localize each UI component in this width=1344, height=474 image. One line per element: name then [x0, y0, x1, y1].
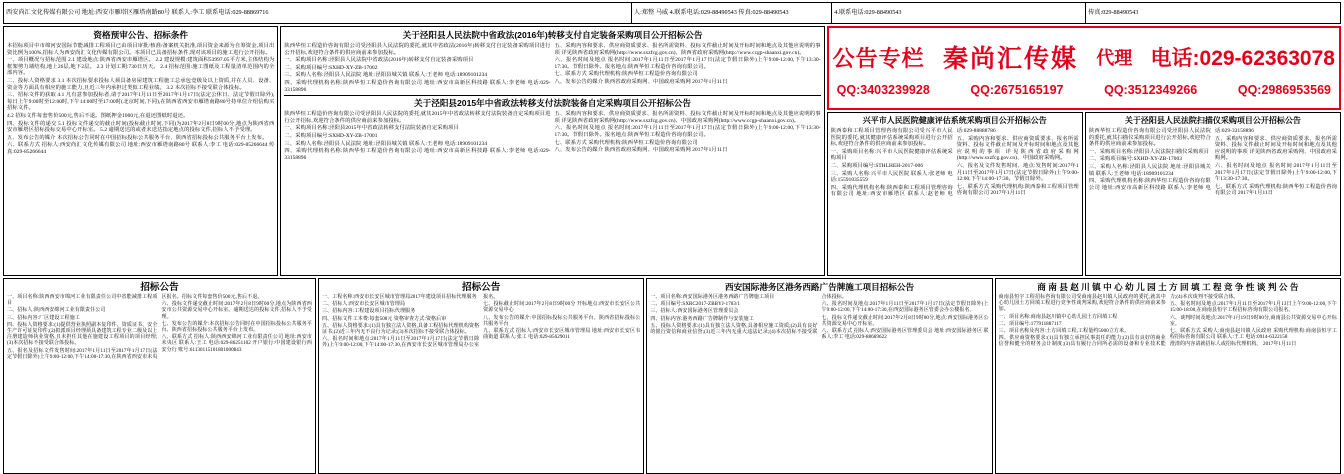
article-paragraph: 五、采购内容和要求、供应商资质要求、报名所需资料、投标文件截止时间及开标时间和地点及其他应说明的事项 详见陕西省政府采购网(http://www.sxzfcg.gov.cn)、中国政府采购网。: [956, 135, 1079, 162]
article-paragraph: 五、发布公告的媒介 本次招标公告同时在中国招标投标公共服务平台、陕西省招标投标公共服务平台上发布。: [7, 134, 268, 141]
article-paragraph: 八、联系方式 招标人:陕西西安绵河工业有限责任公司 地址:西安市未央区 联系人:王工 电话:029-86251102 开户银行:中国建设银行西安分行 账号:61130115101801000843: [161, 335, 312, 353]
article-paragraph: 一、项目名称:商南县赵川镇中心幼儿园土方回填工程: [998, 314, 1118, 320]
article-paragraph: 四、招标文件工本费:每套500元 资格审查方式:资格后审: [322, 316, 447, 322]
article-paragraph: 七、联系方式 采购代理机构:陕西华恒工程造价咨询有限公司: [554, 139, 698, 146]
article-paragraph: 七、投标文件递交截止时间:2017年2月8日9时00分,地点:西安国际港务区公共资源交易中心开标室。: [821, 315, 989, 327]
article-paragraph: 三、采购人名称:泾阳县人民法院 地址:泾阳县城关镇 联系人:王老师 电话:18909101234: [1088, 163, 1211, 177]
middle-right-zone: [827, 26, 1341, 276]
article-title: 西安国际港务区港务西路广告牌施工项目招标公告: [724, 282, 915, 292]
middle-left-zone: [3, 26, 825, 276]
article-paragraph: 陕西华恒工程造价咨询有限公司受泾阳县人民法院的委托,就其扫描仪采购项目进行公开招标,欢迎符合条件的供应商前来参加投标。: [1088, 128, 1211, 148]
article-paragraph: 一、项目名称:陕西西安市绵河工业有限责任公司中省能减排工程项目: [7, 295, 158, 307]
article-paragraph: 五、采购内容和要求、供应商资质要求、报名所需资料、投标文件截止时间及开标时间和地点及其他应说明的事项 详见陕西省政府采购网(http://www.sxzfcg.gov.cn)、中国政府采购网(http://www.ccgp-shaanxi.gov.cn)。: [554, 111, 821, 124]
article-body: [1089, 128, 1337, 197]
right-articles-row: [827, 112, 1341, 276]
article-paragraph: 六、报名时间和地点:2017年1月11日至2017年1月17日(法定节假日除外)上午9:00-12:00,下午14:00-17:30,在西安市长安区城市管理局办公室报名。: [322, 295, 499, 349]
article-paragraph: 本招标项目中市绵河安国际节能减排工程项目已由项目审批/核准/备案机关批准,项目资金来源为自筹资金,项目出资比例为100%,招标人为西安尚汇文化传媒有限公司。本项目已具备招标条件,现对该项目的施工进行公开招标。: [7, 43, 275, 56]
article-paragraph: 一、采购项目名称:泾阳县人民法院中省政法(2016年)转移支付自定装备采购项目: [284, 57, 474, 64]
banner-company-name: 秦尚汇传媒: [942, 45, 1078, 73]
article-paragraph: 三、招标人:西安国际港务区管理委员会: [650, 309, 739, 315]
article-paragraph: 九、联系方式 招标人:西安市长安区城市管理局 地址:西安市长安区韦曲街道 联系人:张工 电话:029-85629011: [483, 329, 641, 341]
article-body: [284, 43, 820, 93]
article-paragraph: 二、招标人:西安市长安区城市管理局: [322, 302, 406, 308]
article-title: 商 南 县 赵 川 镇 中 心 幼 儿 园 土 方 回 填 工 程 竞 争 性 谈 判 公 告: [1037, 282, 1299, 292]
banner-agent-label: 代理: [1096, 48, 1133, 68]
article-paragraph: 三、招标文件的获取 4.1 凡有意参加投标者,请于2017年1月11日至2017年1月17日(法定公休日、法定节假日除外),每日上午9:00时至12:00时,下午14:00时至17:00时(北京时间,下同),在陕西省西安市雁塔南路80号持单位介绍信购买招标文件。: [7, 92, 275, 112]
article-body: [650, 295, 988, 341]
article-paragraph: 八、联系方式 招标人:西安国际港务区管理委员会 地址:西安国际港务区 联系人:李工 电话:029-88669622: [821, 329, 989, 341]
article-paragraph: 三、采购人名称:泾阳县人民法院 地址:泾阳县城关镇 联系人:王老师 电话:18909101234: [284, 72, 488, 79]
article-bidding-notice-2: [318, 278, 644, 474]
article-paragraph: 六、报名时间及地点 报名时间:2017年1月11日至2017年1月17日(法定节假日除外)上午9:00-12:00,下午13:30-17:30。: [1214, 162, 1338, 183]
article-paragraph: 四、供应商资格要求:(1)具有独立承担民事责任的能力;(2)具有良好的商业信誉和健全的财务会计制度;(3)具有履行合同所必需的设备和专业技术能力;(4)本次谈判不接受联合体。: [998, 295, 1239, 348]
top-info-strip: [3, 2, 1341, 24]
article-paragraph: 一、采购项目名称:泾阳县人民法院扫描仪采购项目: [1088, 148, 1210, 155]
article-paragraph: 一、工程名称:西安市长安区城市管理局2017年建设项目招标代理服务: [322, 295, 477, 300]
contact-info-3-text: 传真:029-88490543: [1088, 9, 1139, 16]
article-body: [7, 43, 274, 156]
article-paragraph: 三、采购人名称:泾阳县人民法院 地址:泾阳县城关镇 联系人:王老师 电话:18909101234: [284, 140, 488, 147]
article-title: 关于泾阳县2015年中省政法转移支付法院装备自定采购项目公开招标公告: [414, 98, 691, 109]
contact-info-2-text: 4.联系电话:029-88490543: [834, 9, 902, 16]
article-paragraph: 六、报名及文件发售时间、地点:发售时间:2017年1月11日至2017年1月17日(法定节假日除外)上午9:00-12:00,下午14:00-17:30。节假日除外。: [956, 162, 1079, 183]
article-paragraph: 七、联系方式 采购代理机构:陕西泰和工程项目管理咨询有限公司 2017年1月11日: [956, 183, 1079, 197]
banner-column-label: 公告专栏: [832, 45, 925, 71]
article-paragraph: 澄清的内容请就招标人或招标代理机构。 2017年1月11日: [1169, 342, 1297, 348]
article-paragraph: 陕西泰和工程项目管理咨询有限公司受兴平市人民医院的委托,就其健康评估系统采购项目进行公开招标,欢迎符合条件的供应商前来参加投标。: [830, 128, 953, 148]
article-paragraph: 二、采购项目编号:SXHD-XY-ZB-17003: [1088, 156, 1182, 163]
qq-contact: QQ:2675165197: [970, 83, 1064, 97]
article-bidding-notice-1: [3, 278, 316, 474]
article-title: 关于泾阳县人民法院中省政法(2016年)转移支付自定装备采购项目公开招标公告: [402, 30, 703, 40]
article-paragraph: 七、联系方式 采购人:商南县赵川镇人民政府 采购代理机构:商南县恒宇工程招标咨询有限公司 联系人:王工 电话:0914-6322158: [1169, 329, 1337, 341]
advertisement-banner: [827, 26, 1341, 110]
article-title: 招标公告: [140, 282, 179, 293]
article-paragraph: 六、谈判时间及地点:2017年1月19日9时00分,商南县公共资源交易中心开标室。: [1169, 315, 1337, 327]
article-paragraph: 二、投标人资格要求 3.1 本次招标要求投标人须具备房屋建筑工程施工总承包壹级及以上资质,并在人员、设备、资金等方面具有相应的施工能力,且近三年内承担过类似工程业绩。 3.2 本次招标不接受联合体投标。: [7, 77, 275, 91]
article-paragraph: 六、报名时间及地点 报名时间:2017年1月11日至2017年1月17日(法定节假日除外)上午9:00-12:00,下午13:30-17:30。节假日除外。报名地点:陕西华恒工程造价咨询有限公司。: [554, 125, 821, 138]
article-paragraph: 二、招标人:陕西西安绵河工业有限责任公司: [7, 308, 106, 314]
article-paragraph: 陕西华恒工程造价咨询有限公司受泾阳县人民法院的委托,就其中省政法(2016年)转移支付自定装备采购项目进行公开招标,欢迎符合条件的供应商前来参加投标。: [284, 43, 551, 56]
article-paragraph: 八、发布公告的媒介 陕西省政府采购网、中国政府采购网 2017年1月11日: [554, 78, 728, 85]
article-paragraph: 四、投标人资格要求:(1)提供营业执照副本复印件、资质证书、安全生产许可证复印件;(2)拟派项目经理须具备建筑工程专业二级及以上注册建造师执业资格,且未担任其他在施建设工程项目的项目经理;(3)本次招标不接受联合体投标。: [7, 322, 158, 347]
article-paragraph: 二、采购项目编号:STHLHEH-2017-006: [830, 162, 924, 169]
article-body: [7, 295, 312, 361]
article-paragraph: 二、采购项目编号:SXHD-XY-ZB-17002: [284, 64, 378, 71]
article-paragraph: 七、发布公告的媒介:本次招标公告同时在中国招标投标公共服务平台、陕西省招标投标公共服务平台上发布。: [161, 321, 312, 334]
article-paragraph: 五、报名及招标文件发售时间:2017年1月11日至2017年1月17日(法定节假日除外)上午9:00-12:00,下午14:00-17:30,在陕西省西安市未央区报名。招标文件每套售价500元,售后不退。: [7, 295, 263, 360]
article-paragraph: 三、项目名称及内容:土方回填工程,工程量约5000立方米。: [998, 329, 1130, 335]
article-paragraph: 四、投标文件的递交 5.1 投标文件递交的截止时间(投标截止时间,下同)为2017年2月8日9时00分,地点为陕西省西安市雁塔区招标投标交易中心开标室。 5.2 逾期送达的或者未送达指定地点的投标文件,招标人不予受理。: [7, 120, 275, 134]
contact-info-2: [832, 3, 1086, 23]
article-paragraph: 陕西华恒工程造价咨询有限公司受泾阳县人民法院的委托,就其2015年中省政法转移支付法院装备自定采购项目进行公开招标,欢迎符合条件的供应商前来参加投标。: [284, 111, 551, 124]
banner-phone: 电话:029-62363078: [1150, 47, 1335, 70]
article-paragraph: 八、发布公告的媒介:中国招标投标公共服务平台、陕西省招标投标公共服务平台: [483, 315, 641, 327]
article-paragraph: 五、投标人资格要求:(1)具有独立法人资格,具备相应施工资质;(2)具有良好的银行资信和商业信誉;(3)近三年内无重大违法记录;(4)本次招标不接受联合体投标。: [650, 295, 848, 336]
bottom-section: [3, 278, 1341, 474]
article-paragraph: 四、招标内容:港务西路广告牌制作与安装施工: [650, 316, 754, 322]
article-body: [284, 111, 820, 161]
article-jingyang-scanner: [1085, 112, 1341, 276]
article-paragraph: 四、采购代理机构名称:陕西华恒工程造价咨询有限公司 地址:西安市高新区科技路 联系人:李老师 电话:029-33158896: [284, 148, 551, 161]
article-xingping-hospital: [827, 112, 1083, 276]
article-paragraph: 四、采购代理机构名称:陕西华恒工程造价咨询有限公司 地址:西安市高新区科技路 联系人:李老师 电话:029-33158896: [1088, 128, 1254, 191]
article-paragraph: 八、发布公告的媒介 陕西省政府采购网、中国政府采购网 2017年1月11日: [554, 147, 728, 154]
article-port-billboard: [646, 278, 992, 474]
article-paragraph: 五、采购内容和要求、供应商资质要求、报名所需资料、投标文件截止时间及开标时间和地点及其他应说明的事项 详见陕西省政府采购网、中国政府采购网。: [1214, 135, 1338, 162]
article-paragraph: 六、报名时间及地点 报名时间:2017年1月11日至2017年1月17日(法定节假日除外)上午9:00-12:00,下午13:30-17:30。节假日除外。报名地点:陕西华恒工程造价咨询有限公司。: [554, 57, 821, 70]
article-paragraph: 六、报名时间及地点:2017年1月11日至2017年1月17日(法定节假日除外)上午9:00-12:00,下午14:00-17:30,在西安国际港务区管委会办公楼报名。: [821, 302, 989, 314]
article-title: 招标公告: [461, 282, 501, 293]
section-divider: [284, 95, 820, 96]
article-paragraph: 二、项目编号:SXRC2017-ZBBYJ-1703/1: [650, 302, 741, 308]
qq-contact: QQ:3512349266: [1104, 83, 1198, 97]
article-shangnan-kindergarten: [995, 278, 1341, 474]
article-paragraph: 三、招标内容:厂区建设工程施工: [7, 315, 80, 321]
banner-qq-row: [833, 83, 1335, 97]
qq-contact: QQ:2986953569: [1237, 83, 1331, 97]
article-title: 关于泾阳县人民法院扫描仪采购项目公开招标公告: [1124, 116, 1301, 125]
fax-info-text: 人:郑整 马威 4.联系电话:029-88490543 传真:029-88490543: [633, 9, 789, 16]
masthead-info-text: 西安尚汇文化传媒有限公司 地址:西安市雁塔区雁塔南路80号 联系人:李工 联系电话:029-88869716: [6, 9, 269, 16]
article-paragraph: 一、采购项目名称:泾阳县2015年中省政法转移支付法院装备自定采购项目: [284, 125, 459, 132]
banner-headline-row: [833, 39, 1335, 75]
article-paragraph: 一、项目名称:西安国际港务区港务西路广告牌施工项目: [650, 295, 775, 300]
article-qualification-prequalification: [3, 26, 278, 276]
middle-section: [3, 26, 1341, 276]
article-paragraph: 六、联系方式 招标人:西安尚汇文化传媒有限公司 地址:西安市雁塔南路80号 联系人:李工 电话:029-85266644 传真:029-85266644: [7, 142, 275, 155]
article-body: [831, 128, 1079, 198]
article-paragraph: 4.2 招标文件每套售价500元,售后不退。图纸押金1000元,在退还图纸时退还。: [7, 112, 189, 119]
article-paragraph: 六、投标文件递交截止时间:2017年2月8日9时00分,地点为陕西省西安市公共资源交易中心开标室。逾期送达的投标文件,招标人不予受理。: [161, 302, 312, 320]
article-title: 兴平市人民医院健康评估系统采购项目公开招标公告: [862, 116, 1047, 125]
contact-info-3: [1086, 3, 1340, 23]
article-paragraph: 商南县恒宇工程招标咨询有限公司受商南县赵川镇人民政府的委托,就其中心幼儿园土方回填工程进行竞争性谈判采购,欢迎符合条件的供应商前来参加。: [998, 295, 1166, 313]
article-paragraph: 七、联系方式 采购代理机构:陕西华恒工程造价咨询有限公司: [554, 71, 698, 78]
article-paragraph: 七、投标截止时间:2017年2月8日9时00分 开标地点:西安市长安区公共资源交易中心: [483, 302, 641, 314]
article-paragraph: 三、招标内容:工程建设项目招标代理服务: [322, 309, 416, 315]
article-paragraph: 二、项目编号:177911887117: [998, 321, 1062, 327]
article-paragraph: 七、联系方式 采购代理机构:陕西华恒工程造价咨询有限公司 2017年1月11日: [1214, 183, 1338, 197]
article-paragraph: 五、采购内容和要求、供应商资质要求、报名所需资料、投标文件截止时间及开标时间和地点及其他应说明的事项 详见陕西省政府采购网(http://www.sxzfcg.gov.cn)、陕西省政府采购网(http://www.ccgp-shaanxi.gov.cn)。: [554, 43, 821, 56]
article-jingyang-court-group: [280, 26, 824, 276]
masthead-info: [4, 3, 632, 23]
article-body: [322, 295, 640, 350]
article-paragraph: 四、采购代理机构名称:陕西华恒工程造价咨询有限公司 地址:西安市高新区科技路 联系人:李老师 电话:029-33158896: [284, 79, 551, 93]
article-paragraph: 四、采购代理机构名称:陕西泰和工程项目管理咨询有限公司 地址:西安市雁塔区 联系人:赵老师 电话:029-88888786: [830, 128, 996, 198]
article-paragraph: 一、项目概况与招标范围 2.1 建设地点:陕西省西安市雁塔区。 2.2 建设规模:建筑面积53997.05平方米,主体结构为框架剪力墙结构,地上26层,地下2层。 2.3 计划工期:730日历天。 2.4 招标范围:施工图纸及工程量清单范围内的全部内容。: [7, 57, 275, 77]
article-paragraph: 三、采购人名称:兴平市人民医院 联系人:张老师 电话:15591035559: [830, 170, 953, 184]
qq-contact: QQ:3403239928: [836, 83, 930, 97]
article-title: 资格预审公告、招标条件: [93, 30, 188, 40]
article-paragraph: 二、采购项目编号:SXHD-XY-ZB-17001: [284, 132, 378, 139]
fax-info: [632, 3, 832, 23]
article-paragraph: 一、采购项目名称:兴平市人民医院健康评估系统采购项目: [830, 148, 953, 162]
article-body: [999, 295, 1337, 349]
article-paragraph: 五、报名时间及地点:2017年1月11日至2017年1月13日上午9:00-12:00,下午15:00-18:00,在商南县恒宇工程招标咨询有限公司报名。: [1169, 302, 1337, 314]
article-paragraph: 五、招标人资格要求:(1)具有独立法人资格,具备工程招标代理机构资格证书;(2)近三年内无不良行为记录;(3)本次招标不接受联合体投标。: [322, 323, 480, 336]
